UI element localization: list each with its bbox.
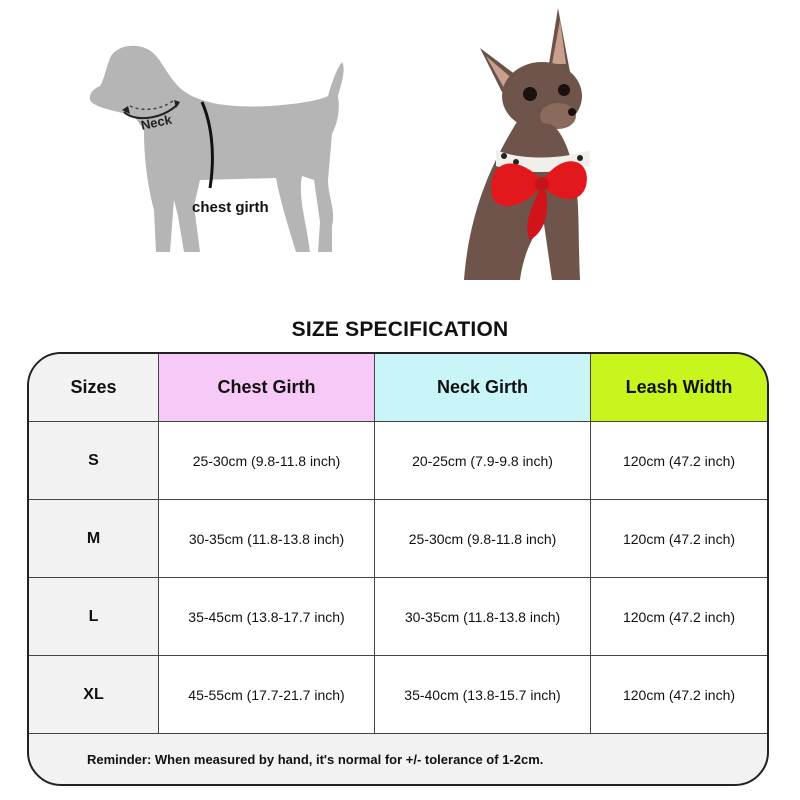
size-table-grid [29,354,767,734]
header-neck-girth: Neck Girth [375,354,591,421]
size-cell: M [29,500,159,577]
table-row [29,500,767,578]
chest-girth-cell: 35-45cm (13.8-17.7 inch) [159,578,375,655]
table-header-row [29,354,767,422]
neck-label: Neck [139,111,174,133]
chest-girth-cell: 25-30cm (9.8-11.8 inch) [159,422,375,499]
leash-width-cell: 120cm (47.2 inch) [591,422,767,499]
table-row [29,422,767,500]
size-cell: XL [29,656,159,733]
neck-girth-cell: 20-25cm (7.9-9.8 inch) [375,422,591,499]
size-table [27,352,769,786]
header-leash-width: Leash Width [591,354,767,421]
leash-width-cell: 120cm (47.2 inch) [591,656,767,733]
table-row [29,656,767,734]
leash-width-cell: 120cm (47.2 inch) [591,500,767,577]
leash-width-cell: 120cm (47.2 inch) [591,578,767,655]
chest-girth-label: chest girth [192,199,269,216]
dog-product-photo [440,0,620,285]
size-specification-title: SIZE SPECIFICATION [291,318,509,341]
neck-girth-cell: 35-40cm (13.8-15.7 inch) [375,656,591,733]
size-cell: L [29,578,159,655]
header-chest-girth: Chest Girth [159,354,375,421]
size-cell: S [29,422,159,499]
dog-measurement-diagram [70,30,370,280]
chihuahua-image [440,0,620,285]
reminder-note: Reminder: When measured by hand, it's normal for +/- tolerance of 1-2cm. [87,752,544,767]
table-row [29,578,767,656]
dog-silhouette-icon [70,30,370,280]
chest-girth-cell: 30-35cm (11.8-13.8 inch) [159,500,375,577]
chest-girth-cell: 45-55cm (17.7-21.7 inch) [159,656,375,733]
neck-girth-cell: 30-35cm (11.8-13.8 inch) [375,578,591,655]
header-sizes: Sizes [29,354,159,421]
neck-girth-cell: 25-30cm (9.8-11.8 inch) [375,500,591,577]
